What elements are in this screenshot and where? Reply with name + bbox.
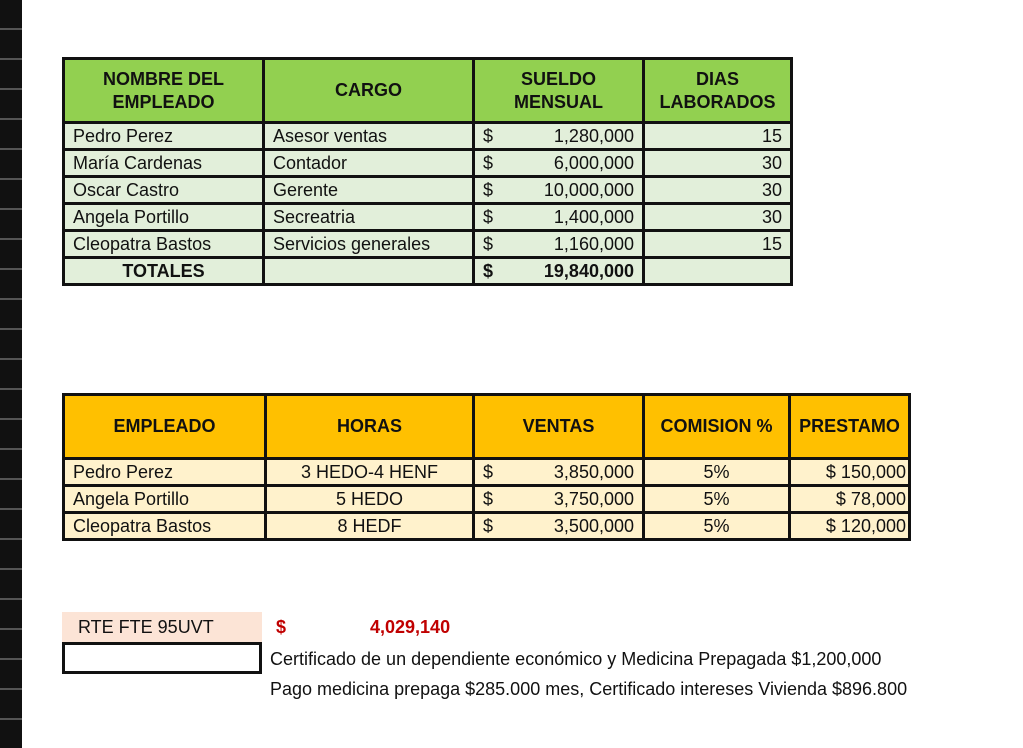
table-row	[64, 123, 792, 150]
table-row	[64, 204, 792, 231]
header-ventas: VENTAS	[474, 395, 644, 459]
cell-ventas[interactable]: $ 3,500,000	[474, 513, 644, 540]
totals-empty-cell[interactable]	[264, 258, 474, 285]
cell-cargo[interactable]: Asesor ventas	[264, 123, 474, 150]
cell-empleado[interactable]: Angela Portillo	[64, 486, 266, 513]
cell-dias[interactable]: 15	[644, 123, 792, 150]
totals-label[interactable]: TOTALES	[64, 258, 264, 285]
cell-prestamo[interactable]: $ 150,000	[790, 459, 910, 486]
cell-nombre[interactable]: Pedro Perez	[64, 123, 264, 150]
cell-sueldo[interactable]: $ 6,000,000	[474, 150, 644, 177]
table-row	[64, 513, 910, 540]
header-prestamo: PRESTAMO	[790, 395, 910, 459]
rte-currency: $	[276, 617, 287, 637]
cell-dias[interactable]: 15	[644, 231, 792, 258]
header-nombre: NOMBRE DEL EMPLEADO	[64, 59, 264, 123]
header-sueldo: SUELDO MENSUAL	[474, 59, 644, 123]
cell-sueldo[interactable]: $ 1,160,000	[474, 231, 644, 258]
table-row	[64, 177, 792, 204]
cell-dias[interactable]: 30	[644, 150, 792, 177]
table-row	[64, 459, 910, 486]
cell-empleado[interactable]: Pedro Perez	[64, 459, 266, 486]
cell-comision[interactable]: 5%	[644, 513, 790, 540]
header-empleado: EMPLEADO	[64, 395, 266, 459]
note-line-1: Certificado de un dependiente económico y Medicina Prepagada $1,200,000	[270, 649, 882, 669]
cell-nombre[interactable]: Angela Portillo	[64, 204, 264, 231]
cell-nombre[interactable]: Cleopatra Bastos	[64, 231, 264, 258]
cell-nombre[interactable]: María Cardenas	[64, 150, 264, 177]
commission-table	[62, 393, 911, 541]
table-row	[64, 150, 792, 177]
totals-empty-cell[interactable]	[644, 258, 792, 285]
note-line-2: Pago medicina prepaga $285.000 mes, Certificado intereses Vivienda $896.800	[270, 679, 908, 699]
cell-ventas[interactable]: $ 3,850,000	[474, 459, 644, 486]
cell-nombre[interactable]: Oscar Castro	[64, 177, 264, 204]
cell-comision[interactable]: 5%	[644, 486, 790, 513]
payroll-table	[62, 57, 793, 286]
cell-dias[interactable]: 30	[644, 204, 792, 231]
rte-label-cell[interactable]: RTE FTE 95UVT	[62, 612, 262, 642]
cell-comision[interactable]: 5%	[644, 459, 790, 486]
cell-sueldo[interactable]: $ 10,000,000	[474, 177, 644, 204]
selected-empty-cell[interactable]	[62, 642, 262, 674]
cell-horas[interactable]: 8 HEDF	[266, 513, 474, 540]
header-horas: HORAS	[266, 395, 474, 459]
cell-prestamo[interactable]: $ 120,000	[790, 513, 910, 540]
cell-cargo[interactable]: Servicios generales	[264, 231, 474, 258]
cell-ventas[interactable]: $ 3,750,000	[474, 486, 644, 513]
cell-dias[interactable]: 30	[644, 177, 792, 204]
cell-cargo[interactable]: Gerente	[264, 177, 474, 204]
header-cargo: CARGO	[264, 59, 474, 123]
cell-sueldo[interactable]: $ 1,280,000	[474, 123, 644, 150]
header-comision: COMISION %	[644, 395, 790, 459]
rte-value[interactable]: 4,029,140	[370, 617, 451, 637]
cell-horas[interactable]: 5 HEDO	[266, 486, 474, 513]
table-row	[64, 231, 792, 258]
cell-sueldo[interactable]: $ 1,400,000	[474, 204, 644, 231]
table-row	[64, 486, 910, 513]
cell-cargo[interactable]: Contador	[264, 150, 474, 177]
totals-row	[64, 258, 792, 285]
cell-empleado[interactable]: Cleopatra Bastos	[64, 513, 266, 540]
cell-prestamo[interactable]: $ 78,000	[790, 486, 910, 513]
row-header-strip	[0, 0, 22, 748]
cell-horas[interactable]: 3 HEDO-4 HENF	[266, 459, 474, 486]
header-dias: DIAS LABORADOS	[644, 59, 792, 123]
totals-value[interactable]: $ 19,840,000	[474, 258, 644, 285]
cell-cargo[interactable]: Secreatria	[264, 204, 474, 231]
